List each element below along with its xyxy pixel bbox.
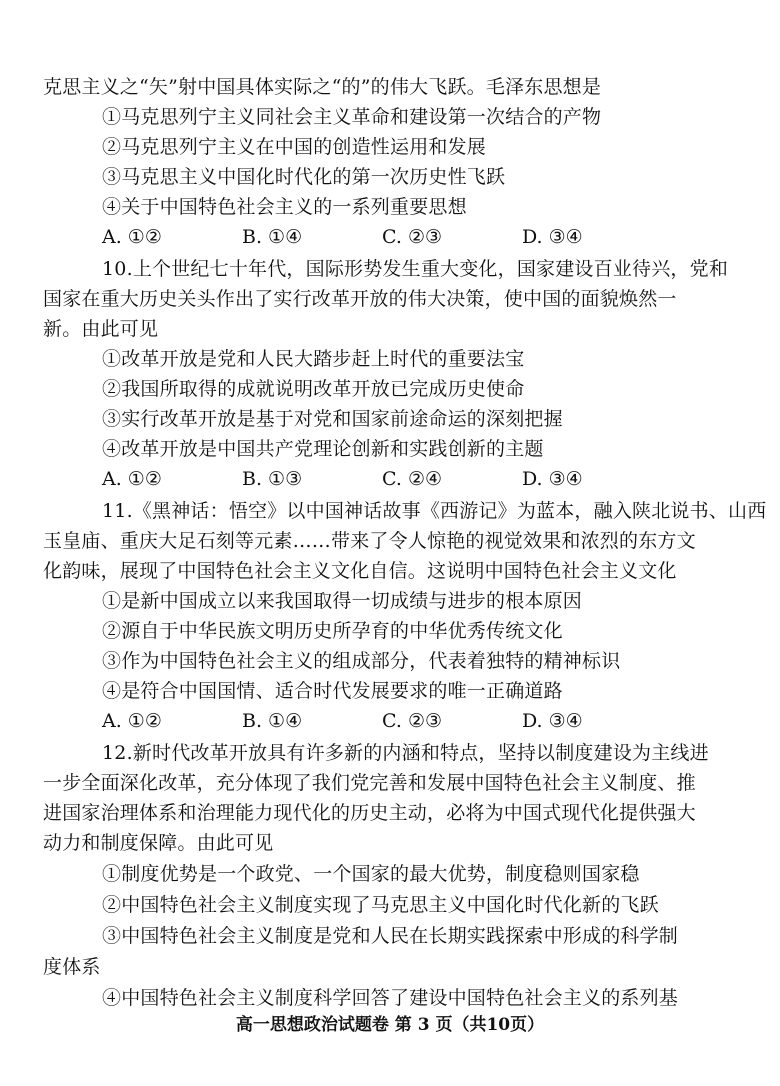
question-12-stem-line-1: 12.新时代改革开放具有许多新的内涵和特点，坚持以制度建设为主线进: [102, 742, 709, 764]
question-10-statement-4: ④改革开放是中国共产党理论创新和实践创新的主题: [102, 438, 544, 460]
choice-a: A. ①②: [102, 226, 162, 248]
question-12-stem-line-3: 进国家治理体系和治理能力现代化的历史主动，必将为中国式现代化提供强大: [43, 802, 696, 824]
question-10-stem-line-2: 国家在重大历史关头作出了实行改革开放的伟大决策，使中国的面貌焕然一: [43, 288, 677, 310]
question-12-statement-3: ③中国特色社会主义制度是党和人民在长期实践探索中形成的科学制: [102, 925, 679, 947]
question-12-stem-line-4: 动力和制度保障。由此可见: [43, 832, 274, 854]
question-9-stem-tail: 克思主义之“矢”射中国具体实际之“的”的伟大飞跃。毛泽东思想是: [43, 76, 602, 98]
choice-c: C. ②③: [382, 226, 443, 248]
question-10-stem-line-3: 新。由此可见: [43, 318, 159, 340]
question-12-statement-3-cont: 度体系: [43, 956, 101, 978]
choice-a: A. ①②: [102, 468, 162, 490]
choice-b: B. ①④: [242, 226, 303, 248]
question-11-stem-line-3: 化韵味，展现了中国特色社会主义文化自信。这说明中国特色社会主义文化: [43, 560, 677, 582]
question-11-statement-4: ④是符合中国国情、适合时代发展要求的唯一正确道路: [102, 680, 563, 702]
question-12-statement-1: ①制度优势是一个政党、一个国家的最大优势，制度稳则国家稳: [102, 863, 640, 885]
question-9-statement-3: ③马克思主义中国化时代化的第一次历史性飞跃: [102, 166, 506, 188]
choice-c: C. ②③: [382, 710, 443, 732]
question-12-statement-2: ②中国特色社会主义制度实现了马克思主义中国化时代化新的飞跃: [102, 894, 659, 916]
question-11-statement-3: ③作为中国特色社会主义的组成部分，代表着独特的精神标识: [102, 650, 621, 672]
choice-d: D. ③④: [522, 710, 583, 732]
question-9-statement-4: ④关于中国特色社会主义的一系列重要思想: [102, 196, 467, 218]
question-10-statement-3: ③实行改革开放是基于对党和国家前途命运的深刻把握: [102, 408, 563, 430]
choice-c: C. ②④: [382, 468, 443, 490]
choice-b: B. ①③: [242, 468, 303, 490]
question-9-statement-2: ②马克思列宁主义在中国的创造性运用和发展: [102, 136, 487, 158]
choice-a: A. ①②: [102, 710, 162, 732]
question-11-statement-1: ①是新中国成立以来我国取得一切成绩与进步的根本原因: [102, 590, 583, 612]
question-12-statement-4: ④中国特色社会主义制度科学回答了建设中国特色社会主义的系列基: [102, 987, 679, 1009]
question-12-stem-line-2: 一步全面深化改革，充分体现了我们党完善和发展中国特色社会主义制度、推: [43, 772, 696, 794]
question-10-statement-1: ①改革开放是党和人民大踏步赶上时代的重要法宝: [102, 348, 525, 370]
question-11-stem-line-1: 11.《黑神话：悟空》以中国神话故事《西游记》为蓝本，融入陕北说书、山西: [102, 500, 767, 522]
question-11-stem-line-2: 玉皇庙、重庆大足石刻等元素……带来了令人惊艳的视觉效果和浓烈的东方文: [43, 530, 696, 552]
choice-d: D. ③④: [522, 468, 583, 490]
question-10-stem-line-1: 10.上个世纪七十年代，国际形势发生重大变化，国家建设百业待兴，党和: [102, 258, 729, 280]
question-11-statement-2: ②源自于中华民族文明历史所孕育的中华优秀传统文化: [102, 620, 563, 642]
question-10-statement-2: ②我国所取得的成就说明改革开放已完成历史使命: [102, 378, 525, 400]
question-9-statement-1: ①马克思列宁主义同社会主义革命和建设第一次结合的产物: [102, 106, 602, 128]
choice-d: D. ③④: [522, 226, 583, 248]
choice-b: B. ①④: [242, 710, 303, 732]
page-footer: 高一思想政治试题卷 第 3 页（共10页）: [235, 1015, 545, 1035]
